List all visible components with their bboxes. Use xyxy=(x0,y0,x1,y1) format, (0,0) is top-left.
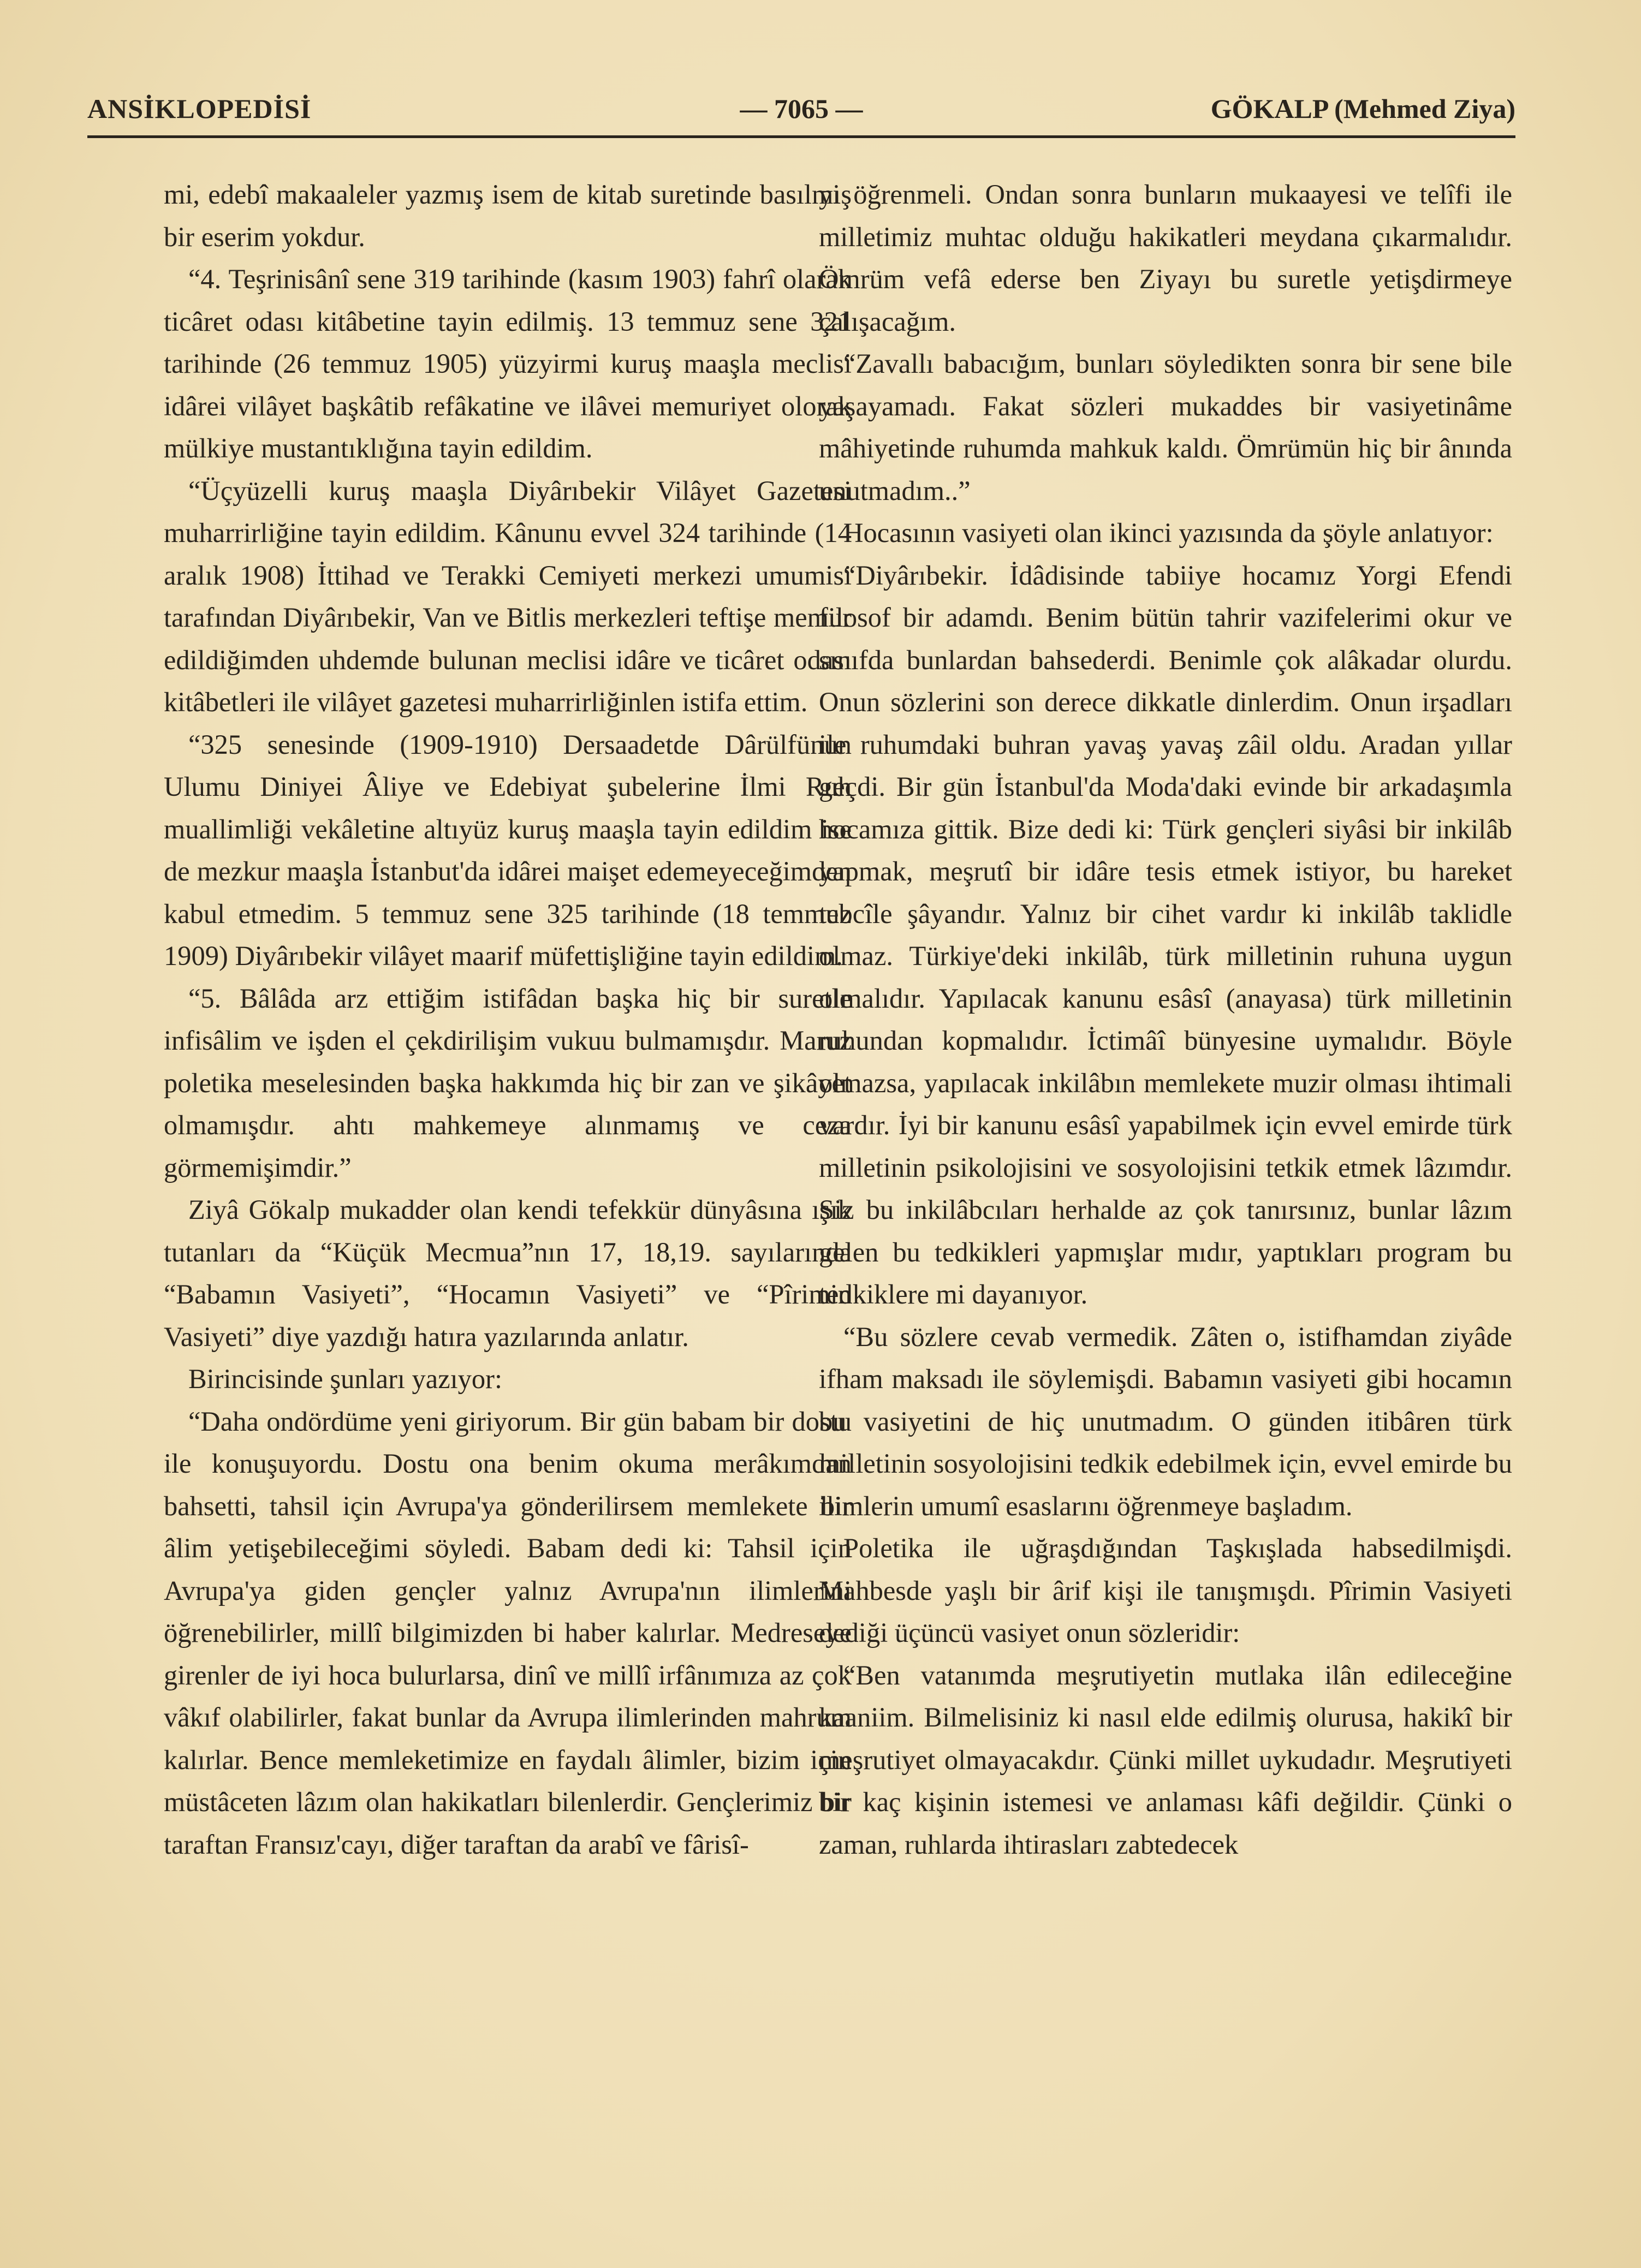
paragraph: “325 senesinde (1909-1910) Dersaadetde Dârülfünun Ulumu Diniyei Âliye ve Edebiyat şubelerine İlmi Ruh muallimliği vekâletine altıyüz kuruş maaşla tayin edildim ise de mezkur maaşla İstanbut'da idârei maişet edemeyeceğimden kabul etmedim. 5 temmuz sene 325 tarihinde (18 temmuz 1909) Diyârıbekir vilâyet maarif müfettişliğine tayin edildim. xyxy=(164,729,852,971)
paragraph: Hocasının vasiyeti olan ikinci yazısında da şöyle anlatıyor: xyxy=(843,517,1494,548)
paragraph: “Ben vatanımda meşrutiyetin mutlaka ilân edileceğine kaaniim. Bilmelisiniz ki nasıl elde edilmiş olurusa, hakikî bir meşrutiyet olmayacakdır. Çünki millet uykudadır. Meşrutiyeti bir kaç kişinin istemesi ve anlaması kâfi değildir. Çünki o zaman, ruhlarda ihtirasları zabtedecek xyxy=(819,1659,1512,1860)
paragraph: yi öğrenmeli. Ondan sonra bunların mukaayesi ve telîfi ile milletimiz muhtac olduğu hakikatleri meydana çıkarmalıdır. Ömrüm vefâ ederse ben Ziyayı bu suretle yetişdirmeye çalışacağım. xyxy=(819,179,1512,337)
paragraph: “Bu sözlere cevab vermedik. Zâten o, istifhamdan ziyâde ifham maksadı ile söylemişdi. Babamın vasiyeti gibi hocamın bu vasiyetini de hiç unutmadım. O günden itibâren türk milletinin sosyolojisini tedkik edebilmek için, evvel emirde bu ilimlerin umumî esaslarını öğrenmeye başladım. xyxy=(819,1321,1512,1521)
paragraph: Poletika ile uğraşdığından Taşkışlada habsedilmişdi. Mahbesde yaşlı bir ârif kişi ile tanışmışdı. Pîrimin Vasiyeti dediği üçüncü vasiyet onun sözleridir: xyxy=(819,1533,1512,1648)
running-header xyxy=(87,82,1515,136)
paragraph: “Üçyüzelli kuruş maaşla Diyârıbekir Vilâyet Gazetesi muharrirliğine tayin edildim. Kânunu evvel 324 tarihinde (14 aralık 1908) İttihad ve Terakki Cemiyeti merkezi umumisi tarafından Diyârıbekir, Van ve Bitlis merkezleri teftişe memur edildiğimden uhdemde bulunan meclisi idâre ve ticâret odası kitâbetleri ile vilâyet gazetesi muharrirliğinlen istifa ettim. xyxy=(164,475,852,717)
paragraph: mi, edebî makaaleler yazmış isem de kitab suretinde basılmış bir eserim yokdur. xyxy=(164,179,852,252)
right-column xyxy=(819,174,1512,1866)
left-column xyxy=(164,174,852,1866)
paragraph: Birincisinde şunları yazıyor: xyxy=(188,1364,503,1394)
paragraph: “5. Bâlâda arz ettiğim istifâdan başka hiç bir suretle infisâlim ve işden el çekdirilişim vukuu bulmamışdır. Maruz poletika meselesinden başka hakkımda hiç bir zan ve şikâyet olmamışdır. ahtı mahkemeye alınmamış ve ceza görmemişimdir.” xyxy=(164,983,852,1183)
paragraph: “Daha ondördüme yeni giriyorum. Bir gün babam bir dostu ile konuşuyordu. Dostu ona benim okuma merâkımdan bahsetti, tahsil için Avrupa'ya gönderilirsem memlekete bir âlim yetişebileceğimi söyledi. Babam dedi ki: Tahsil için Avrupa'ya giden gençler yalnız Avrupa'nın ilimlerini öğrenebilirler, millî bilgimizden bi haber kalırlar. Medreseye girenler de iyi hoca bulurlarsa, dinî ve millî irfânımıza az çok vâkıf olabilirler, fakat bunlar da Avrupa ilimlerinden mahrum kalırlar. Bence memleketimize en faydalı âlimler, bizim için müstâceten lâzım olan hakikatları bilenlerdir. Gençlerimiz bir taraftan Fransız'cayı, diğer taraftan da arabî ve fârisî- xyxy=(164,1406,852,1860)
header-title-right: GÖKALP (Mehmed Ziya) xyxy=(1210,93,1515,124)
paragraph: “4. Teşrinisânî sene 319 tarihinde (kasım 1903) fahrî olarak ticâret odası kitâbetine tayin edilmiş. 13 temmuz sene 321 tarihinde (26 temmuz 1905) yüzyirmi kuruş maaşla meclisi idârei vilâyet başkâtib refâkatine ve ilâvei memuriyet olorak mülkiye mustantıklığına tayin edildim. xyxy=(164,264,852,463)
header-rule xyxy=(87,135,1515,138)
paragraph: “Diyârıbekir. İdâdisinde tabiiye hocamız Yorgi Efendi filosof bir adamdı. Benim bütün tahrir vazifelerimi okur ve sınıfda bunlardan bahsederdi. Benimle çok alâkadar olurdu. Onun sözlerini son derece dikkatle dinlerdim. Onun irşadları ile ruhumdaki buhran yavaş yavaş zâil oldu. Aradan yıllar geçdi. Bir gün İstanbul'da Moda'daki evinde bir arkadaşımla hocamıza gittik. Bize dedi ki: Türk gençleri siyâsi bir inkilâb yapmak, meşrutî bir idâre tesis etmek istiyor, bu hareket tebcîle şâyandır. Yalnız bir cihet vardır ki inkilâb taklidle olmaz. Türkiye'deki inkilâb, türk milletinin ruhuna uygun olmalıdır. Yapılacak kanunu esâsî (anayasa) türk milletinin ruhundan kopmalıdır. İctimâî bünyesine uymalıdır. Böyle olmazsa, yapılacak inkilâbın memlekete muzir olması ihtimali vardır. İyi bir kanunu esâsî yapabilmek için evvel emirde türk milletinin psikolojisini ve sosyolojisini tetkik etmek lâzımdır. Siz bu inkilâbcıları herhalde az çok tanırsınız, bunlar lâzım gelen bu tedkikleri yapmışlar mıdır, yaptıkları program bu tedkiklere mi dayanıyor. xyxy=(819,559,1512,1309)
paragraph: “Zavallı babacığım, bunları söyledikten sonra bir sene bile yaşayamadı. Fakat sözleri mukaddes bir vasiyetinâme mâhiyetinde ruhumda mahkuk kaldı. Ömrümün hiç bir ânında unutmadım..” xyxy=(819,348,1512,506)
paragraph: Ziyâ Gökalp mukadder olan kendi tefekkür dünyâsına ışık tutanları da “Küçük Mecmua”nın 17, 18,19. sayılarında “Babamın Vasiyeti”, “Hocamın Vasiyeti” ve “Pîrimin Vasiyeti” diye yazdığı hatıra yazılarında anlatır. xyxy=(164,1194,852,1352)
header-title-left: ANSİKLOPEDİSİ xyxy=(87,93,312,124)
page-number: — 7065 — xyxy=(740,93,863,124)
